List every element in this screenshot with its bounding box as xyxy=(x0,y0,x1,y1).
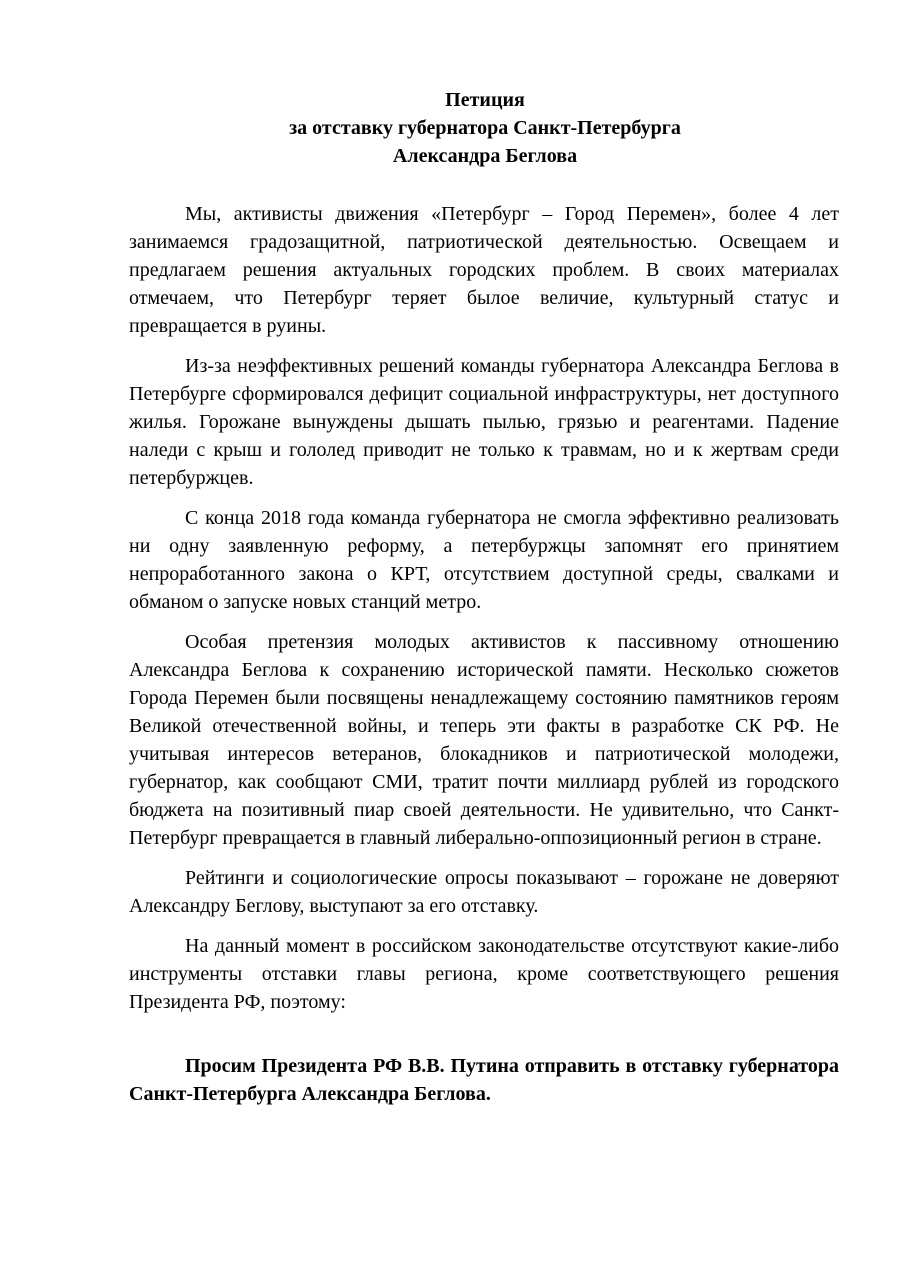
title-line-1: Петиция xyxy=(445,89,525,111)
title-line-2: за отставку губернатора Санкт-Петербурга xyxy=(289,117,681,139)
paragraph-historical-memory: Особая претензия молодых активистов к пассивному отношению Александра Беглова к сохранению исторической памяти. Несколько сюжетов Города Перемен были посвящены ненадлежащему состоянию памятников героям Великой отечественной войны, и теперь эти факты в разработке СК РФ. Не учитывая интересов ветеранов, блокадников и патриотической молодежи, губернатор, как сообщают СМИ, тратит почти миллиард рублей из городского бюджета на позитивный пиар своей деятельности. Не удивительно, что Санкт-Петербург превращается в главный либерально-оппозиционный регион в стране. xyxy=(129,631,839,849)
title-line-3: Александра Беглова xyxy=(392,145,578,167)
paragraph-infrastructure: Из-за неэффективных решений команды губернатора Александра Беглова в Петербурге сформировался дефицит социальной инфраструктуры, нет доступного жилья. Горожане вынуждены дышать пылью, грязью и реагентами. Падение наледи с крыш и гололед приводит не только к травмам, но и к жертвам среди петербуржцев. xyxy=(129,355,839,489)
document-title xyxy=(0,86,904,170)
paragraph-legislation: На данный момент в российском законодательстве отсутствуют какие-либо инструменты отставки главы региона, кроме соответствующего решения Президента РФ, поэтому: xyxy=(129,935,839,1013)
paragraph-intro: Мы, активисты движения «Петербург – Город Перемен», более 4 лет занимаемся градозащитной, патриотической деятельностью. Освещаем и предлагаем решения актуальных городских проблем. В своих материалах отмечаем, что Петербург теряет былое величие, культурный статус и превращается в руины. xyxy=(129,203,839,337)
petition-request: Просим Президента РФ В.В. Путина отправить в отставку губернатора Санкт-Петербурга Александра Беглова. xyxy=(129,1055,839,1105)
paragraph-reforms: С конца 2018 года команда губернатора не смогла эффективно реализовать ни одну заявленную реформу, а петербуржцы запомнят его принятием непроработанного закона о КРТ, отсутствием доступной среды, свалками и обманом о запуске новых станций метро. xyxy=(129,507,839,613)
paragraph-ratings: Рейтинги и социологические опросы показывают – горожане не доверяют Александру Беглову, выступают за его отставку. xyxy=(129,867,839,917)
document-body xyxy=(129,200,839,1028)
